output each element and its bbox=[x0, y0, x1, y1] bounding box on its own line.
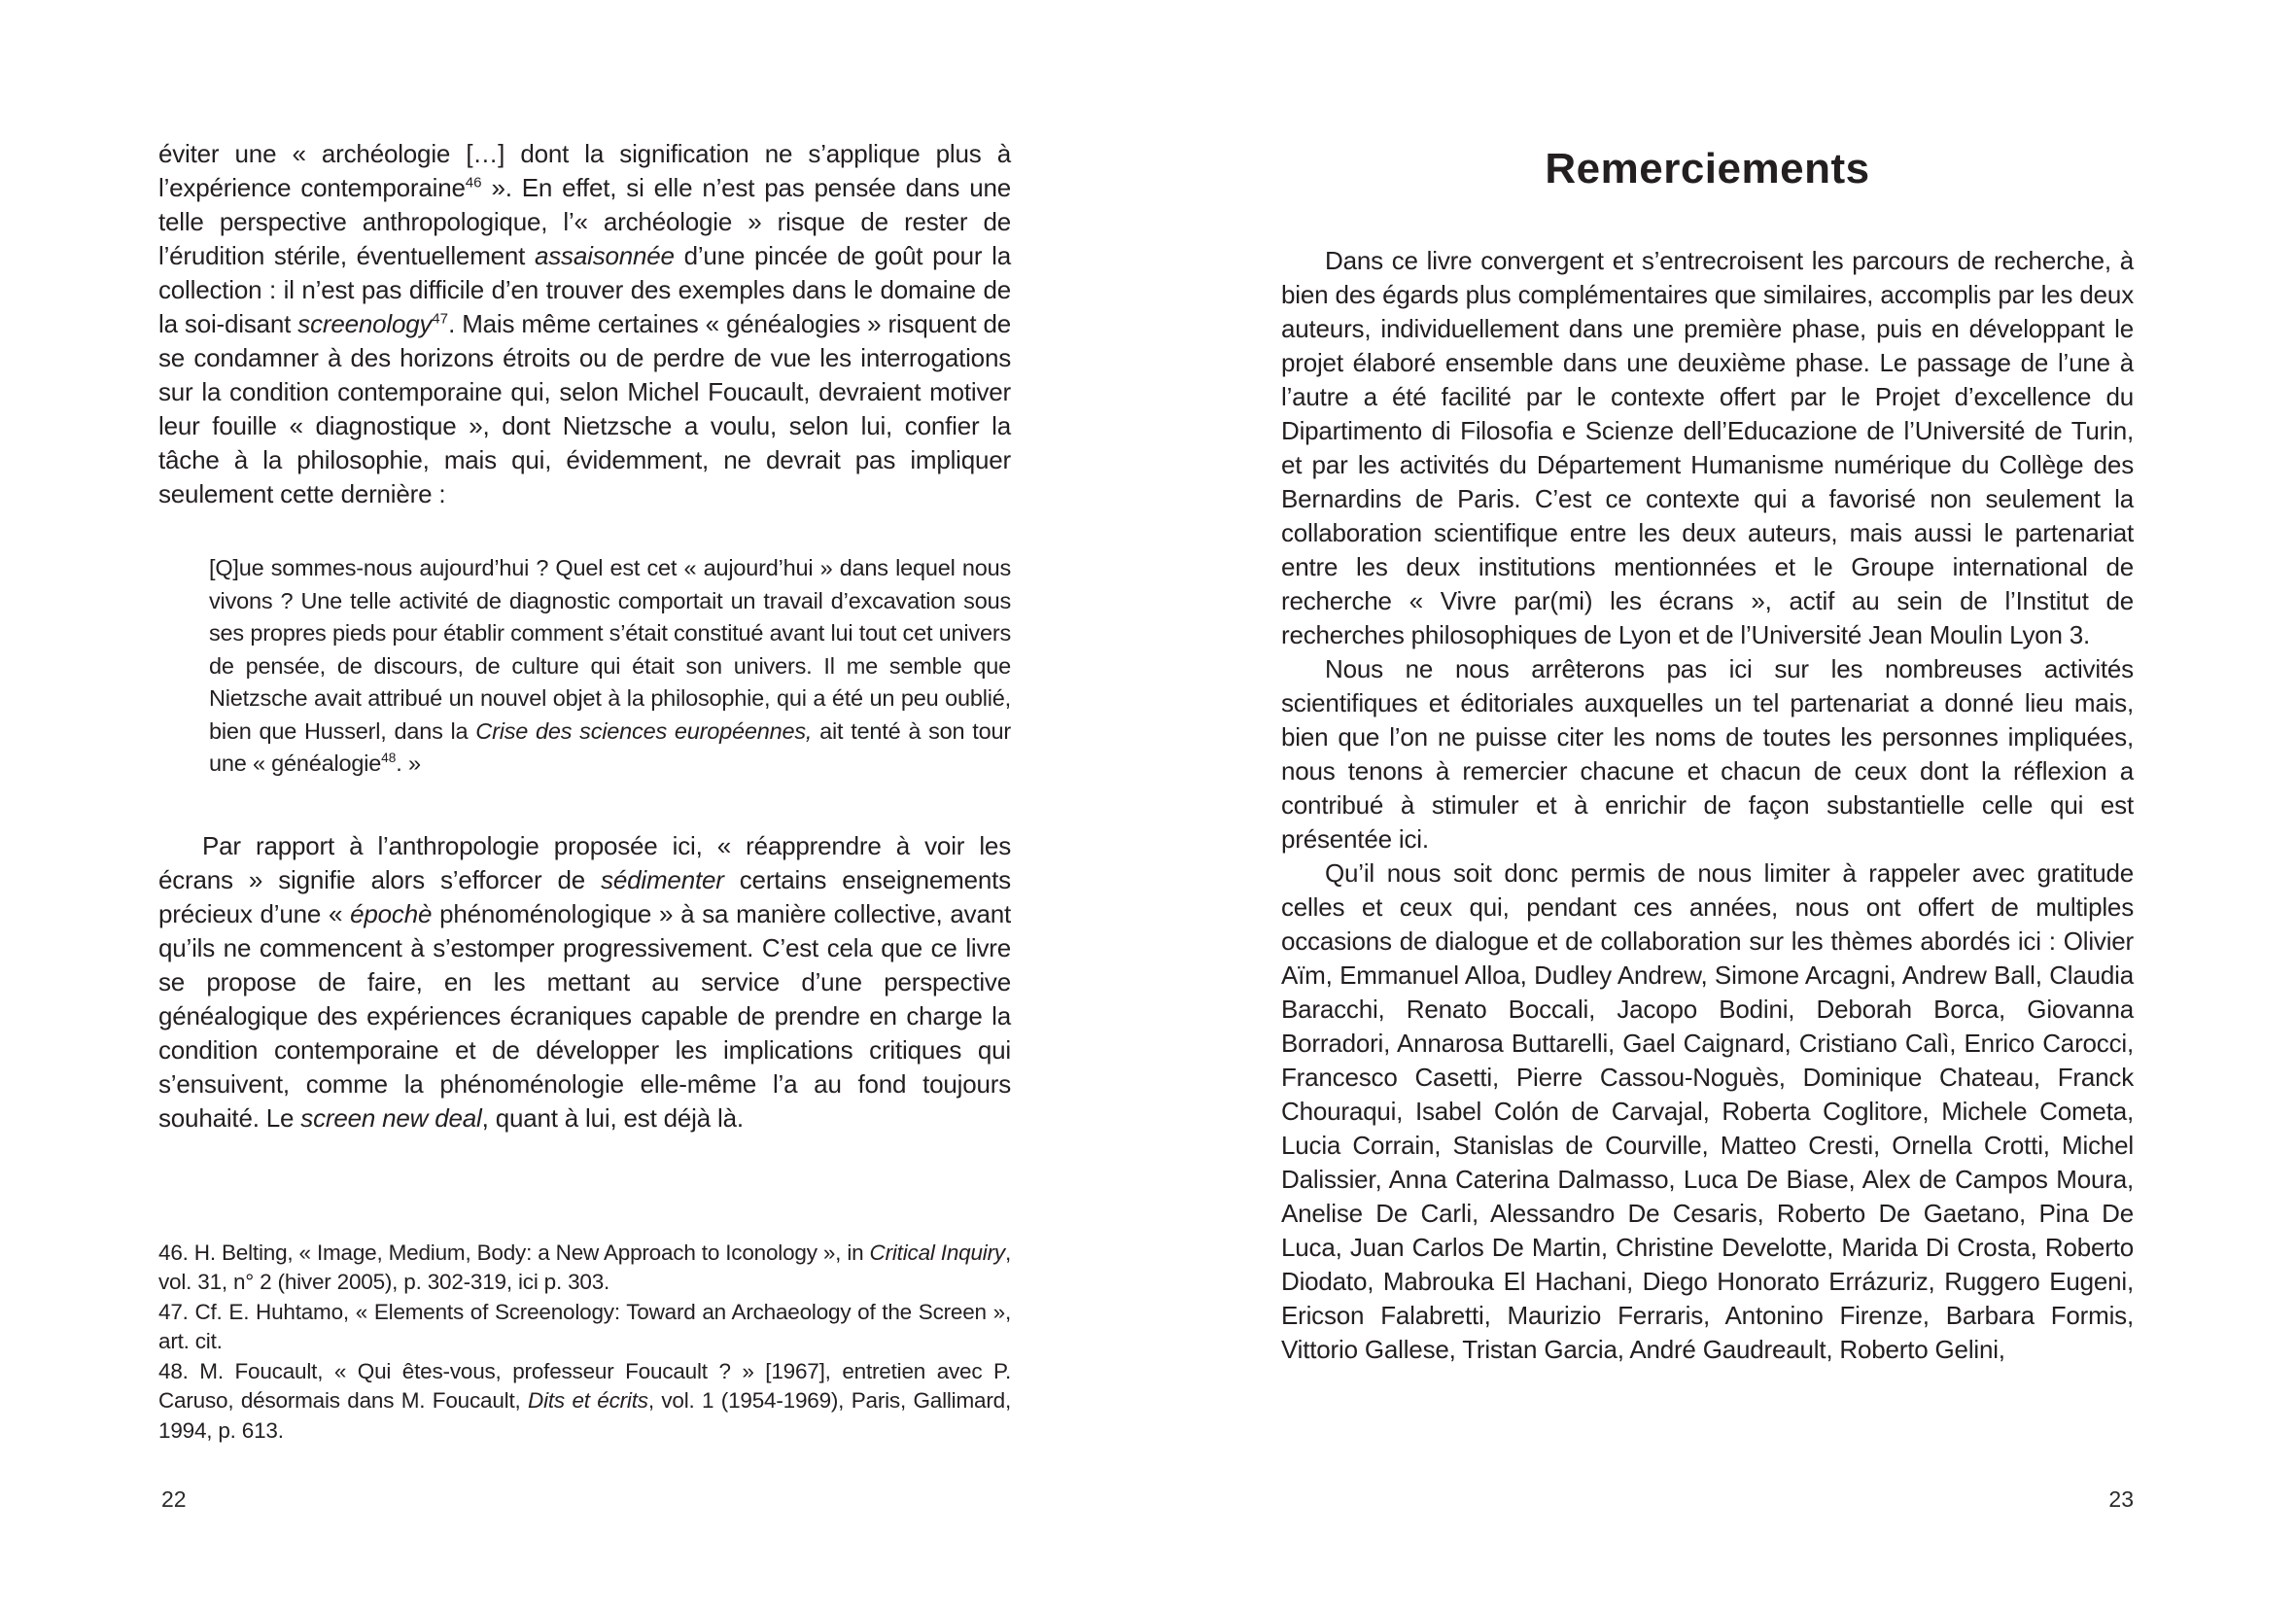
left-page-text-column bbox=[158, 137, 1011, 1446]
chapter-title: Remerciements bbox=[1545, 145, 1870, 193]
footnote: 46. H. Belting, « Image, Medium, Body: a New Approach to Iconology », in Critical Inquiry, vol. 31, n° 2 (hiver 2005), p. 302-319, ici p. 303. bbox=[158, 1240, 1011, 1294]
footnote: 47. Cf. E. Huhtamo, « Elements of Screenology: Toward an Archaeology of the Screen », art. cit. bbox=[158, 1299, 1011, 1353]
page-number-left: 22 bbox=[161, 1486, 187, 1512]
blockquote: [Q]ue sommes-nous aujourd’hui ? Quel est cet « aujourd’hui » dans lequel nous vivons ? Une telle activité de diagnostic comportait un travail d’excavation sous ses propres pieds pour établir comment s’était constitué avant lui tout cet univers de pensée, de discours, de culture qui était son univers. Il me semble que Nietzsche avait attribué un nouvel objet à la philosophie, qui a été un peu oublié, bien que Husserl, dans la Crise des sciences européennes, ait tenté à son tour une « généalogie$^{48}$. » bbox=[209, 555, 1011, 776]
paragraph: éviter une « archéologie […] dont la signification ne s’applique plus à l’expérience contemporaine$^{46}$ ». En effet, si elle n’est pas pensée dans une telle perspective anthropologique, l’« archéologie » risque de rester de l’érudition stérile, éventuellement assaisonnée d’une pincée de goût pour la collection : il n’est pas difficile d’en trouver des exemples dans le domaine de la soi-disant screenology$^{47}$. Mais même certaines « généalogies » risquent de se condamner à des horizons étroits ou de perdre de vue les interrogations sur la condition contemporaine qui, selon Michel Foucault, devraient motiver leur fouille « diagnostique », dont Nietzsche a voulu, selon lui, confier la tâche à la philosophie, mais qui, évidemment, ne devrait pas impliquer seulement cette dernière : bbox=[158, 139, 1011, 508]
paragraph: Par rapport à l’anthropologie proposée ici, « réapprendre à voir les écrans » signifie alors s’efforcer de sédimenter certains enseignements précieux d’une « épochè phénoménologique » à sa manière collective, avant qu’ils ne commencent à s’estomper progressivement. C’est cela que ce livre se propose de faire, en les mettant au service d’une perspective généalogique des expériences écraniques capable de prendre en charge la condition contemporaine et de développer les implications critiques qui s’ensuivent, comme la phénoménologie elle-même l’a au fond toujours souhaité. Le screen new deal, quant à lui, est déjà là. bbox=[158, 830, 1011, 1133]
paragraph: Qu’il nous soit donc permis de nous limiter à rappeler avec gratitude celles et ceux qui, pendant ces années, nous ont offert de multiples occasions de dialogue et de collaboration sur les thèmes abordés ici : Olivier Aïm, Emmanuel Alloa, Dudley Andrew, Simone Arcagni, Andrew Ball, Claudia Baracchi, Renato Boccali, Jacopo Bodini, Deborah Borca, Giovanna Borradori, Annarosa Buttarelli, Gael Caignard, Cristiano Calì, Enrico Carocci, Francesco Casetti, Pierre Cassou-Noguès, Dominique Chateau, Franck Chouraqui, Isabel Colón de Carvajal, Roberta Coglitore, Michele Cometa, Lucia Corrain, Stanislas de Courville, Matteo Cresti, Ornella Crotti, Michel Dalissier, Anna Caterina Dalmasso, Luca De Biase, Alex de Campos Moura, Anelise De Carli, Alessandro De Cesaris, Roberto De Gaetano, Pina De Luca, Juan Carlos De Martin, Christine Develotte, Marida Di Crosta, Roberto Diodato, Mabrouka El Hachani, Diego Honorato Errázuriz, Ruggero Eugeni, Ericson Falabretti, Maurizio Ferraris, Antonino Firenze, Barbara Formis, Vittorio Gallese, Tristan Garcia, André Gaudreault, Roberto Gelini, bbox=[1281, 858, 2134, 1364]
paragraph: Dans ce livre convergent et s’entrecroisent les parcours de recherche, à bien des égards plus complémentaires que similaires, accomplis par les deux auteurs, individuellement dans une première phase, puis en développant le projet élaboré ensemble dans une deuxième phase. Le passage de l’une à l’autre a été facilité par le contexte offert par le Projet d’excellence du Dipartimento di Filosofia e Scienze dell’Educazione de l’Université de Turin, et par les activités du Département Humanisme numérique du Collège des Bernardins de Paris. C’est ce contexte qui a favorisé non seulement la collaboration scientifique entre les deux auteurs, mais aussi le partenariat entre les deux institutions mentionnées et le Groupe international de recherche « Vivre par(mi) les écrans », actif au sein de l’Institut de recherches philosophiques de Lyon et de l’Université Jean Moulin Lyon 3. bbox=[1281, 246, 2134, 649]
footnotes bbox=[158, 1239, 1011, 1447]
right-page-text-column bbox=[1281, 244, 2134, 1367]
paragraph: Nous ne nous arrêterons pas ici sur les nombreuses activités scientifiques et éditoriales auxquelles un tel partenariat a donné lieu mais, bien que l’on ne puisse citer les noms de toutes les personnes impliquées, nous tenons à remercier chacune et chacun de ceux dont la réflexion a contribué à stimuler et à enrichir de façon substantielle celle qui est présentée ici. bbox=[1281, 654, 2134, 854]
footnote: 48. M. Foucault, « Qui êtes-vous, professeur Foucault ? » [1967], entretien avec P. Caruso, désormais dans M. Foucault, Dits et écrits, vol. 1 (1954-1969), Paris, Gallimard, 1994, p. 613. bbox=[158, 1358, 1011, 1443]
page-number-right: 23 bbox=[2108, 1486, 2134, 1512]
